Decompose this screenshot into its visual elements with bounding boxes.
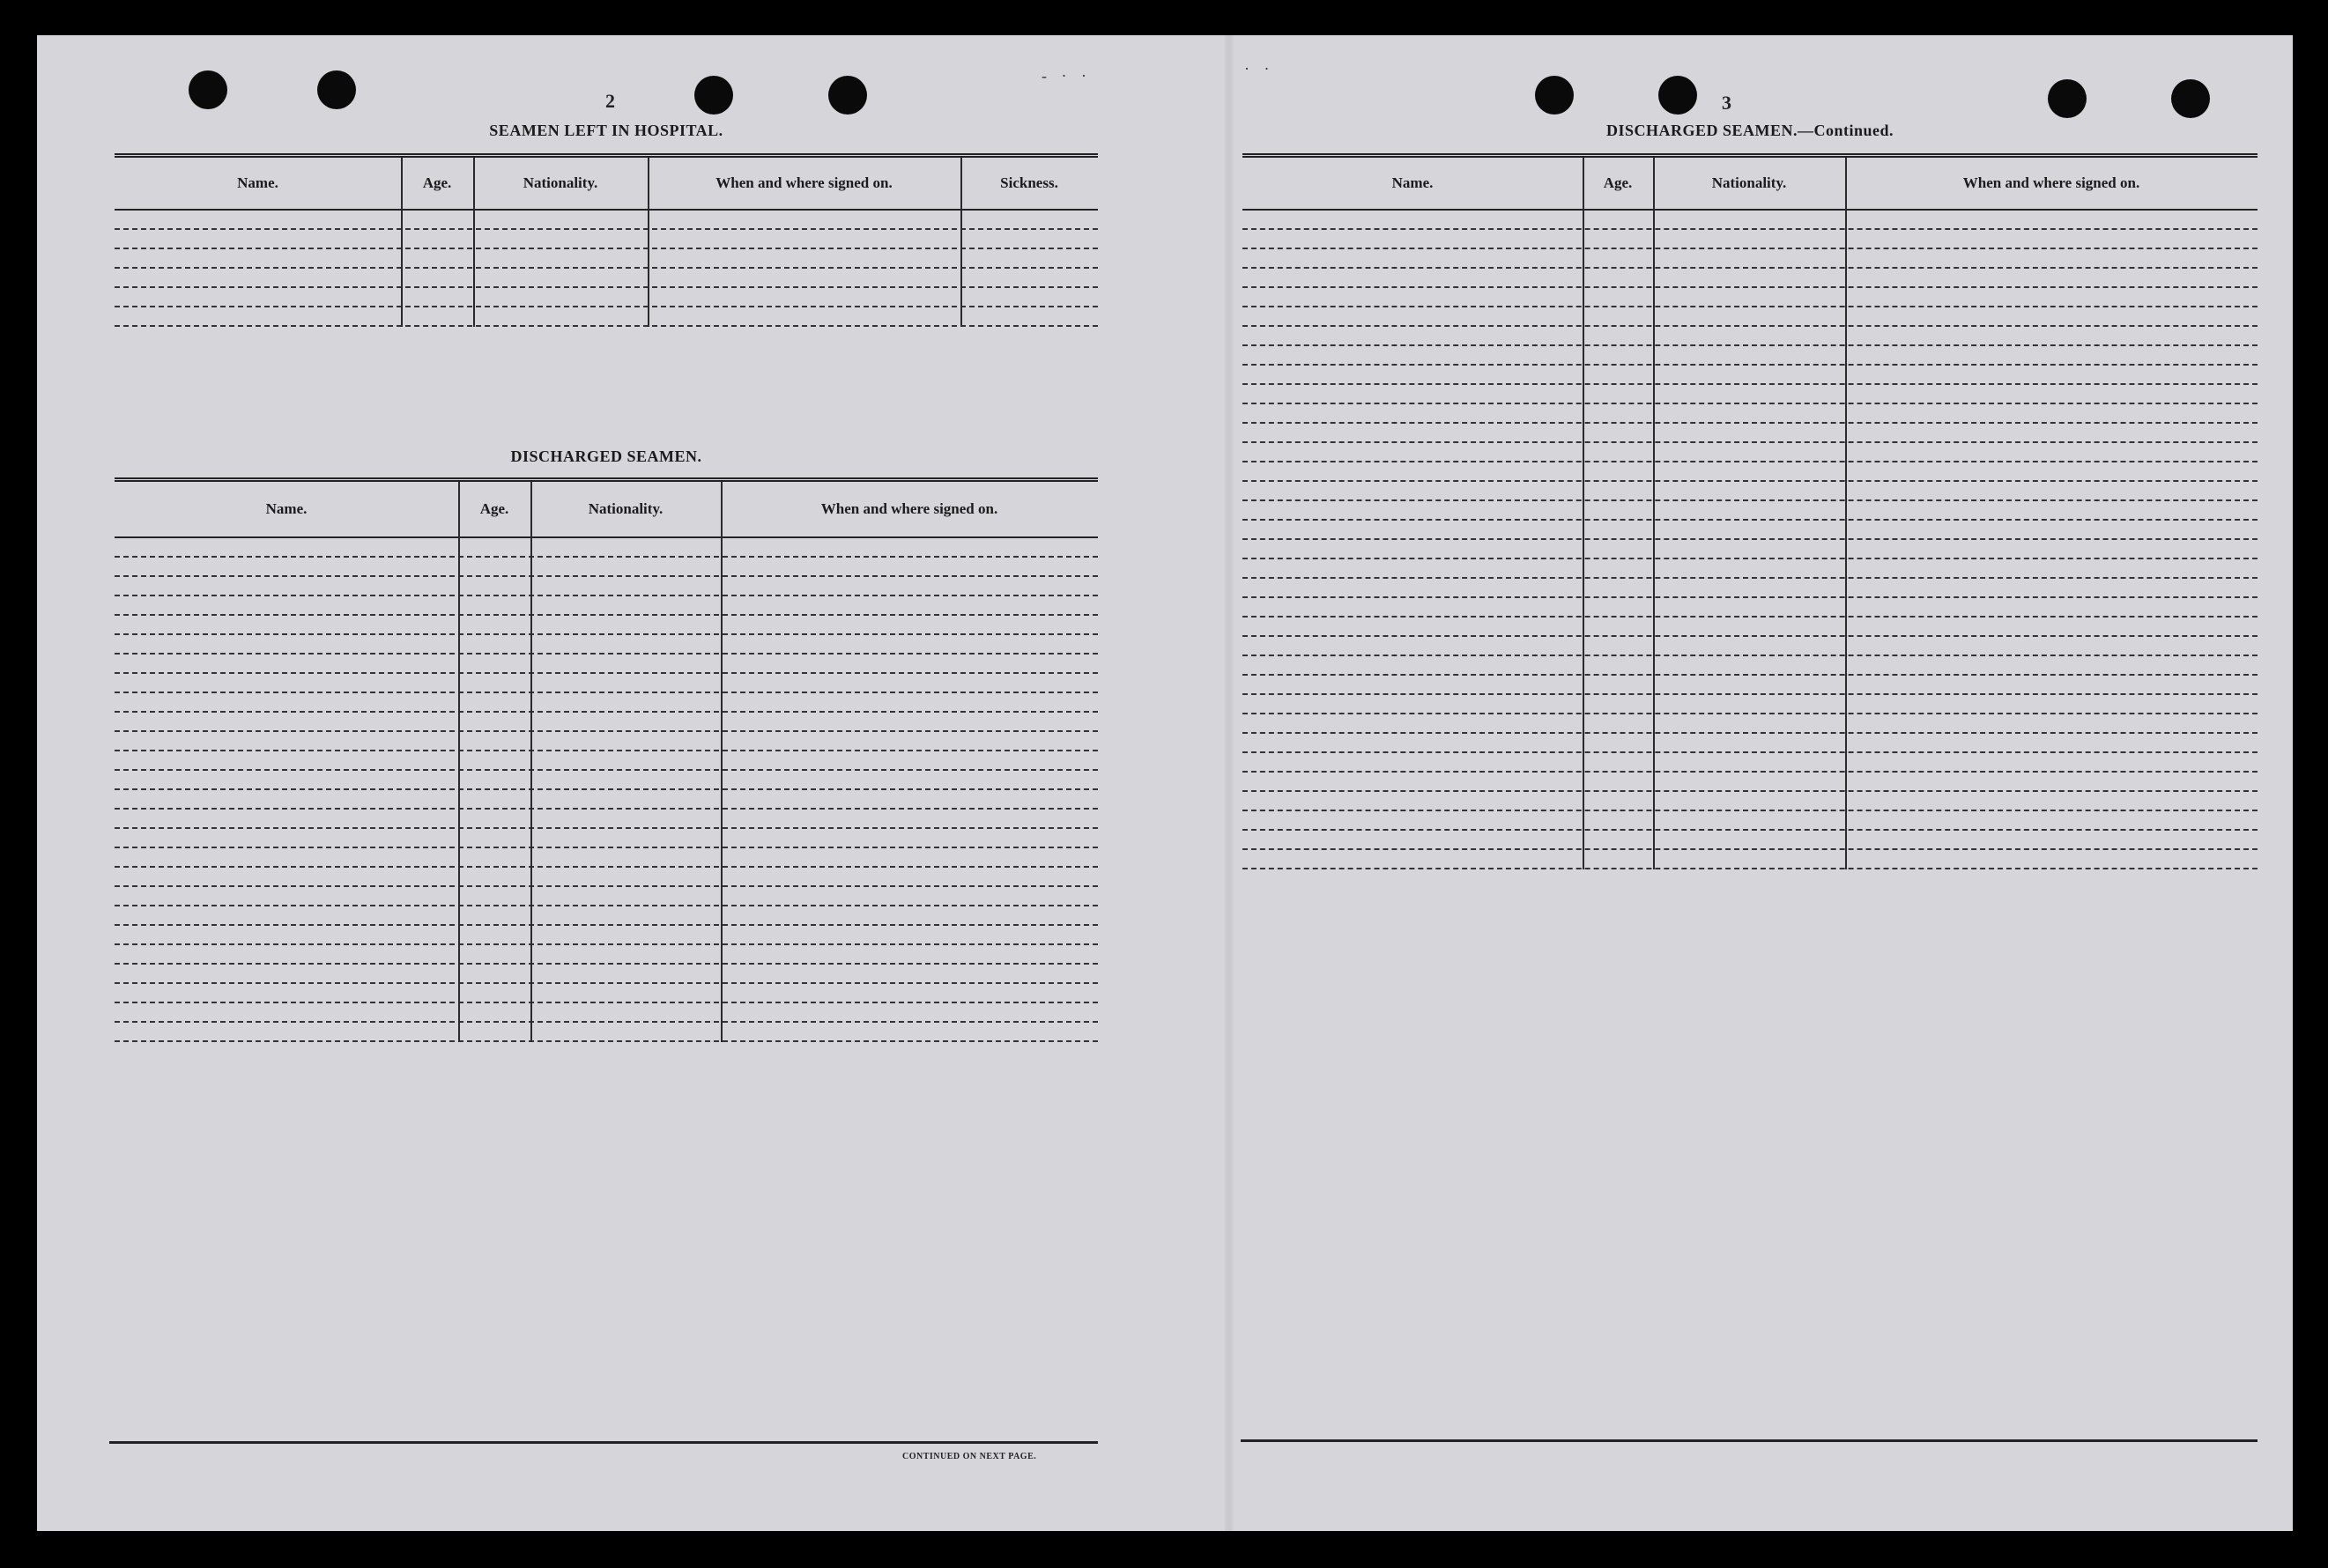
punch-hole [317,70,356,109]
blank-entry-row [1242,482,2258,501]
blank-entry-row [1242,307,2258,327]
table-header [115,158,1098,211]
punch-hole [189,70,227,109]
blank-entry-row [1242,559,2258,579]
document-sheet [37,35,2293,1531]
punch-hole [694,76,733,115]
blank-entry-row [115,713,1098,732]
blank-entry-row [115,674,1098,693]
column-header-nationality: Nationality. [523,174,598,191]
page-number-left: 2 [605,90,615,112]
punch-hole [2048,79,2087,118]
blank-entry-row [1242,540,2258,559]
column-header-when-where-signed-on: When and where signed on. [820,500,998,517]
blank-entry-row [1242,714,2258,734]
blank-entry-row [1242,424,2258,443]
blank-entry-row [115,965,1098,984]
column-divider [960,158,962,327]
column-divider [473,158,475,327]
column-divider [401,158,403,327]
blank-entry-row [1242,443,2258,462]
blank-entry-row [1242,753,2258,773]
blank-entry-row [1242,598,2258,618]
page-gutter [1225,35,1234,1531]
column-divider [458,482,460,1042]
blank-entry-row [115,558,1098,577]
blank-entry-row [115,810,1098,829]
blank-entry-row [1242,404,2258,424]
blank-entry-row [115,887,1098,906]
table-seamen-left-in-hospital [115,153,1098,327]
column-header-name: Name. [237,174,278,191]
blank-entry-row [115,732,1098,751]
page-number-right: 3 [1722,92,1731,114]
blank-entry-row [115,538,1098,558]
column-header-nationality: Nationality. [588,500,664,517]
blank-entry-row [1242,773,2258,792]
blank-entry-row [1242,734,2258,753]
punch-hole [1658,76,1697,115]
blank-entry-row [115,269,1098,288]
column-header-nationality: Nationality. [1711,174,1787,191]
punch-hole [1535,76,1574,115]
blank-entry-row [115,790,1098,810]
blank-entry-row [1242,637,2258,656]
blank-entry-row [1242,346,2258,366]
blank-entry-row [1242,211,2258,230]
scan-specks: - · · [1042,67,1092,85]
blank-entry-row [1242,656,2258,676]
blank-entry-row [115,945,1098,965]
blank-entry-row [115,249,1098,269]
table-discharged-seamen-continued [1242,153,2258,869]
column-divider [1653,158,1655,869]
table-header [115,482,1098,538]
blank-entry-row [1242,230,2258,249]
blank-entry-row [115,1023,1098,1042]
blank-entry-row [115,868,1098,887]
blank-entry-row [1242,792,2258,811]
table-body [115,538,1098,1042]
column-header-when-where-signed-on: When and where signed on. [715,174,893,191]
column-header-age: Age. [422,174,452,191]
blank-entry-row [115,1003,1098,1023]
blank-entry-row [1242,462,2258,482]
column-divider [648,158,649,327]
blank-entry-row [115,655,1098,674]
blank-entry-row [1242,269,2258,288]
column-header-age: Age. [1603,174,1633,191]
blank-entry-row [115,906,1098,926]
blank-entry-row [1242,850,2258,869]
scan-specks: · · [1244,60,1275,78]
blank-entry-row [115,984,1098,1003]
section-title-discharged-continued: DISCHARGED SEAMEN.—Continued. [1605,122,1894,139]
section-title-discharged: DISCHARGED SEAMEN. [510,447,702,465]
blank-entry-row [115,751,1098,771]
column-header-name: Name. [1391,174,1434,191]
column-divider [721,482,723,1042]
blank-entry-row [1242,501,2258,521]
blank-entry-row [115,829,1098,848]
blank-entry-row [1242,676,2258,695]
blank-entry-row [115,577,1098,596]
column-divider [1845,158,1847,869]
blank-entry-row [115,693,1098,713]
blank-entry-row [115,307,1098,327]
blank-entry-row [115,926,1098,945]
punch-hole [2171,79,2210,118]
blank-entry-row [1242,327,2258,346]
blank-entry-row [1242,366,2258,385]
table-body [115,211,1098,327]
blank-entry-row [115,635,1098,655]
blank-entry-row [115,771,1098,790]
blank-entry-row [1242,579,2258,598]
column-header-sickness: Sickness. [1000,174,1058,191]
blank-entry-row [115,230,1098,249]
blank-entry-row [1242,385,2258,404]
table-closing-rule [109,1441,1098,1444]
blank-entry-row [1242,288,2258,307]
blank-entry-row [115,211,1098,230]
punch-hole [828,76,867,115]
column-divider [1583,158,1584,869]
blank-entry-row [115,288,1098,307]
blank-entry-row [1242,811,2258,831]
blank-entry-row [115,596,1098,616]
column-header-age: Age. [479,500,509,517]
table-header [1242,158,2258,211]
blank-entry-row [115,848,1098,868]
blank-entry-row [1242,695,2258,714]
blank-entry-row [1242,618,2258,637]
section-title-hospital: SEAMEN LEFT IN HOSPITAL. [489,122,723,139]
table-closing-rule [1241,1439,2258,1442]
blank-entry-row [1242,249,2258,269]
continued-note: CONTINUED ON NEXT PAGE. [902,1452,1037,1461]
table-body [1242,211,2258,869]
blank-entry-row [115,616,1098,635]
column-header-name: Name. [265,500,308,517]
table-discharged-seamen [115,477,1098,1042]
column-header-when-where-signed-on: When and where signed on. [1962,174,2140,191]
blank-entry-row [1242,521,2258,540]
blank-entry-row [1242,831,2258,850]
column-divider [530,482,532,1042]
